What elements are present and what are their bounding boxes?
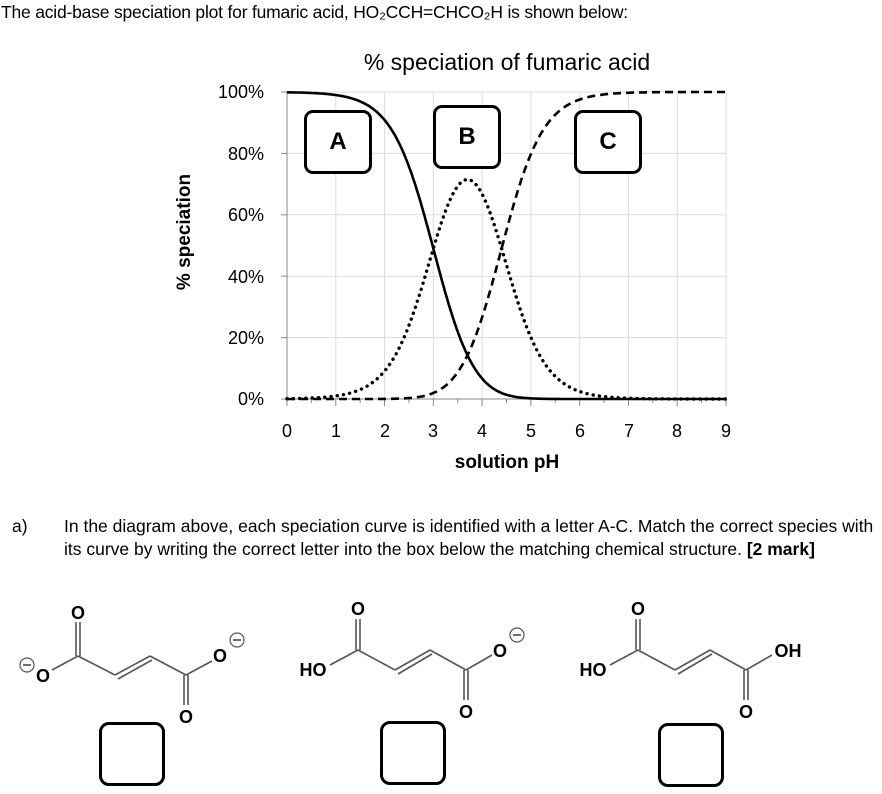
structure-hydrogen-fumarate (280, 595, 570, 725)
curve-label-c: C (574, 110, 642, 174)
atom-label: O (738, 702, 754, 722)
curve-label-a: A (304, 110, 372, 174)
answer-box-dianion[interactable] (99, 722, 165, 786)
x-tick-label: 2 (379, 421, 390, 441)
curve-b (287, 180, 726, 399)
atom-label: O (70, 603, 86, 623)
atom-label: OH (774, 641, 802, 661)
y-tick-label: 60% (227, 205, 264, 225)
y-tick-label: 20% (227, 328, 264, 348)
y-tick-label: 80% (227, 144, 264, 164)
atom-label: O (178, 707, 194, 725)
question-marks: [2 mark] (746, 539, 815, 559)
x-tick-label: 3 (427, 421, 438, 441)
curve-label-b: B (433, 105, 501, 169)
question-text (64, 515, 878, 561)
atom-label: HO (579, 660, 607, 680)
chart-title: % speciation of fumaric acid (363, 49, 651, 75)
structure-fumaric-acid (560, 595, 882, 725)
atom-label: O (630, 599, 646, 619)
y-tick-label: 0% (237, 389, 264, 409)
answer-box-fumaric-acid[interactable] (658, 723, 724, 787)
y-tick-label: 100% (217, 82, 264, 102)
atom-label: O (35, 666, 51, 686)
atom-label: O (212, 646, 228, 666)
answer-box-hydrogen-fumarate[interactable] (380, 721, 446, 785)
x-tick-label: 1 (330, 421, 341, 441)
x-tick-label: 5 (525, 421, 536, 441)
x-tick-label: 8 (671, 421, 682, 441)
structure-dianion (0, 595, 290, 725)
atom-label: O (492, 641, 508, 661)
atom-label: HO (299, 660, 327, 680)
atom-label: O (458, 702, 474, 722)
x-tick-label: 6 (574, 421, 585, 441)
x-tick-label: 7 (623, 421, 634, 441)
question-body: In the diagram above, each speciation curve is identified with a letter A-C. Match the correct species with its curve by writing the correct letter into the box below the matching chemical structure. (64, 516, 874, 559)
intro-text: The acid-base speciation plot for fumaric acid, HO₂CCH=CHCO₂H is shown below: (1, 2, 628, 22)
x-tick-label: 9 (720, 421, 731, 441)
y-axis-label: % speciation (174, 173, 195, 291)
question-marker: a) (12, 516, 28, 536)
y-tick-label: 40% (227, 267, 264, 287)
x-tick-label: 0 (281, 421, 292, 441)
x-tick-label: 4 (476, 421, 487, 441)
question-a (12, 515, 878, 561)
atom-label: O (350, 599, 366, 619)
x-axis-label: solution pH (454, 452, 560, 473)
